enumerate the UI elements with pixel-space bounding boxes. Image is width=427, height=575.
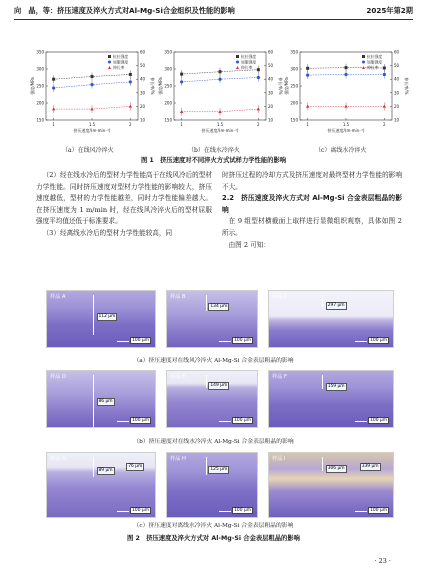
running-header <box>14 4 413 18</box>
y2-tick-label: 50 <box>268 63 274 69</box>
data-point <box>383 66 386 69</box>
legend-marker <box>236 61 239 64</box>
legend-entry: 屈服强度 <box>367 59 383 65</box>
legend-marker <box>362 55 365 58</box>
data-point <box>218 78 221 81</box>
figure1-panel-b-caption: （b）在线水冷淬火 <box>188 147 240 154</box>
y2-tick-label: 10 <box>394 117 400 123</box>
coarse-grain-depth-marker <box>322 375 323 389</box>
x-tick-label: 1 <box>180 122 183 127</box>
page-number: · 23 · <box>374 557 391 565</box>
y-tick-label: 300 <box>36 66 44 72</box>
y2-tick-label: 40 <box>268 76 274 82</box>
data-point <box>257 107 260 110</box>
x-tick-label: 1.5 <box>88 122 96 127</box>
x-tick-label: 1 <box>306 122 309 127</box>
figure1-panel-a-caption: （a）在线风冷淬火 <box>62 147 114 154</box>
data-point <box>52 78 55 81</box>
right-column <box>222 170 402 251</box>
y-tick-label: 200 <box>164 100 172 106</box>
y2-tick-label: 60 <box>140 49 146 55</box>
coarse-grain-thickness: 149 μm <box>210 383 228 389</box>
y-tick-label: 250 <box>164 83 172 89</box>
paragraph-2: （2）经在线水冷后的型材力学性能高于在线风冷后的型材力学性能。同时挤压速度对型材力学性能的影响较大，挤压速度越低，型材的力学性能越差，同时力学性能偏差越大。在挤压速度为 1 m/min 时，经在线风冷淬火后的型材屈服强度平均值还低于标准要求。 <box>36 171 212 226</box>
micrograph-label: 样品 D <box>50 374 67 380</box>
y-tick-label: 150 <box>290 117 298 123</box>
chart-c <box>284 46 412 138</box>
data-point <box>306 67 309 70</box>
scale-bar: 100 μm <box>370 508 387 513</box>
chart-a <box>30 46 158 138</box>
paragraph-sampling: 在 9 组型材横截面上取样进行显微组织观察，具体如图 2 所示。 <box>222 217 402 237</box>
x-tick-label: 1.5 <box>342 122 350 127</box>
coarse-grain-thickness: 112 μm <box>98 314 116 319</box>
y2-tick-label: 10 <box>140 117 146 123</box>
y2-axis-label: 伸长率/% <box>404 77 409 95</box>
header-issue: 2025年第2期 <box>366 6 413 15</box>
data-point <box>180 73 183 76</box>
scale-bar: 100 μm <box>132 418 149 423</box>
y-tick-label: 150 <box>164 117 172 123</box>
y2-tick-label: 30 <box>394 90 400 96</box>
paragraph-3: （3）经离线水冷后的型材力学性能较高，同 <box>42 228 173 237</box>
coarse-grain-depth-marker <box>206 375 207 388</box>
coarse-grain-thickness: 134 μm <box>210 304 228 310</box>
coarse-grain-thickness: 306 μm <box>327 465 345 471</box>
micrograph-6 <box>268 370 394 428</box>
micrograph-2 <box>166 290 258 348</box>
data-point <box>306 74 309 77</box>
legend-marker <box>362 66 365 69</box>
chart-b <box>158 46 286 138</box>
legend-entry: 伸长率 <box>241 65 253 70</box>
y-tick-label: 200 <box>290 100 298 106</box>
x-tick-label: 1 <box>52 122 55 127</box>
data-point <box>345 66 348 69</box>
data-point <box>180 80 183 83</box>
y2-tick-label: 60 <box>268 49 274 55</box>
data-point <box>344 105 347 108</box>
legend-entry: 伸长率 <box>113 65 125 70</box>
micrograph-8 <box>166 452 258 518</box>
scale-bar: 100 μm <box>234 418 251 423</box>
y2-tick-label: 20 <box>394 103 400 109</box>
figure1-panel-c-caption: （c）离线水冷淬火 <box>315 147 367 154</box>
y2-axis-label: 伸长率/% <box>278 77 283 95</box>
y-tick-label: 300 <box>164 66 172 72</box>
coarse-grain-thickness: 297 μm <box>327 302 345 308</box>
figure2-row-caption: （c）挤压速度对离线水冷淬火 Al-Mg-Si 合金表层粗晶的影响 <box>133 523 294 529</box>
legend-entry: 抗拉强度 <box>367 54 383 59</box>
coarse-grain-thickness: 86 μm <box>98 398 113 404</box>
scale-bar: 100 μm <box>370 418 387 423</box>
paragraph-fig2-intro: 由图 2 可知： <box>228 240 270 249</box>
micrograph-label: 样品 E <box>170 374 186 380</box>
y2-tick-label: 30 <box>268 90 274 96</box>
data-point <box>180 110 183 113</box>
legend-marker <box>108 55 111 58</box>
micrograph-label: 样品 B <box>170 294 186 300</box>
data-point <box>257 76 260 79</box>
micrograph-3 <box>268 290 394 348</box>
figure2-caption: 图 2 挤压速度及淬火方式对 Al-Mg-Si 合金表层粗晶的影响 <box>127 535 300 542</box>
y-tick-label: 200 <box>36 100 44 106</box>
coarse-grain-depth-marker <box>93 295 94 335</box>
data-point <box>383 105 386 108</box>
legend-entry: 抗拉强度 <box>241 54 257 59</box>
legend-marker <box>108 66 111 69</box>
data-point <box>219 70 222 73</box>
y-tick-label: 300 <box>290 66 298 72</box>
legend-marker <box>236 66 239 69</box>
legend-marker <box>108 61 111 64</box>
left-column <box>36 170 212 240</box>
y2-tick-label: 20 <box>268 103 274 109</box>
x-axis-label: 挤压速度/(m·min⁻¹) <box>327 128 365 133</box>
y-axis-label: 强度/MPa <box>284 77 289 95</box>
data-point <box>129 105 132 108</box>
data-point <box>91 75 94 78</box>
micrograph-label: 样品 H <box>170 456 186 462</box>
data-point <box>344 73 347 76</box>
scale-bar: 100 μm <box>234 508 251 513</box>
micrograph-label: 样品 G <box>50 456 67 462</box>
figure1-caption: 图 1 挤压速度对不同淬火方式试样力学性能的影响 <box>140 157 287 164</box>
data-point <box>52 86 55 89</box>
micrograph-label: 样品 I <box>272 456 286 462</box>
coarse-grain-depth-marker <box>206 295 207 311</box>
data-point <box>90 83 93 86</box>
coarse-grain-depth-marker <box>93 375 94 427</box>
data-point <box>90 107 93 110</box>
coarse-grain-thickness: 125 μm <box>210 467 228 473</box>
legend-marker <box>236 55 239 58</box>
coarse-grain-thickness: 159 μm <box>327 383 345 389</box>
coarse-grain-depth-marker <box>322 457 323 471</box>
data-point <box>52 107 55 110</box>
x-axis-label: 挤压速度/(m·min⁻¹) <box>73 128 111 133</box>
y2-tick-label: 40 <box>394 76 400 82</box>
micrograph-1 <box>46 290 156 348</box>
y2-tick-label: 40 <box>140 76 146 82</box>
micrograph-4 <box>46 370 156 428</box>
x-tick-label: 2 <box>383 122 386 127</box>
scale-bar: 100 μm <box>370 338 387 343</box>
y-tick-label: 250 <box>290 83 298 89</box>
y-tick-label: 350 <box>36 49 44 55</box>
legend-entry: 抗拉强度 <box>113 54 129 59</box>
legend-marker <box>362 61 365 64</box>
micrograph-5 <box>166 370 258 428</box>
figure2-row-caption: （b）挤压速度对在线水冷淬火 Al-Mg-Si 合金表层粗晶的影响 <box>133 439 294 445</box>
scale-bar: 100 μm <box>132 338 149 343</box>
y-tick-label: 250 <box>36 83 44 89</box>
x-tick-label: 1.5 <box>216 122 224 127</box>
y-axis-label: 强度/MPa <box>158 77 163 95</box>
micrograph-label: 样品 A <box>50 294 66 300</box>
micrograph-label: 样品 C <box>272 294 288 300</box>
data-point <box>129 80 132 83</box>
y2-tick-label: 10 <box>268 117 274 123</box>
scale-bar: 100 μm <box>132 508 149 513</box>
y-axis-label: 强度/MPa <box>30 77 35 95</box>
y2-tick-label: 50 <box>140 63 146 69</box>
legend-entry: 屈服强度 <box>113 59 129 65</box>
legend-entry: 伸长率 <box>367 65 379 70</box>
y-tick-label: 350 <box>164 49 172 55</box>
micrograph-9 <box>268 452 394 518</box>
data-point <box>218 110 221 113</box>
coarse-grain-depth-marker <box>93 457 94 477</box>
x-tick-label: 2 <box>129 122 132 127</box>
y2-axis-label: 伸长率/% <box>150 77 155 95</box>
x-axis-label: 挤压速度/(m·min⁻¹) <box>201 128 239 133</box>
y2-tick-label: 60 <box>394 49 400 55</box>
figure2-row-caption: （a）挤压速度对在线风冷淬火 Al-Mg-Si 合金表层粗晶的影响 <box>133 358 294 364</box>
data-point <box>306 105 309 108</box>
coarse-grain-depth-marker <box>322 295 323 307</box>
coarse-grain-thickness: 89 μm <box>98 468 113 473</box>
scale-bar: 100 μm <box>234 338 251 343</box>
coarse-grain-thickness-2: 339 μm <box>361 464 379 469</box>
legend-entry: 屈服强度 <box>241 59 257 65</box>
coarse-grain-depth-marker <box>206 457 207 475</box>
header-rule <box>14 19 413 20</box>
data-point <box>257 68 260 71</box>
coarse-grain-thickness-2: 76 μm <box>128 464 143 469</box>
micrograph-label: 样品 F <box>272 374 288 380</box>
y2-tick-label: 50 <box>394 63 400 69</box>
x-tick-label: 2 <box>257 122 260 127</box>
y2-tick-label: 30 <box>140 90 146 96</box>
micrograph-7 <box>46 452 156 518</box>
y-tick-label: 150 <box>36 117 44 123</box>
header-title: 向 晶，等：挤压速度及淬火方式对Al-Mg-Si合金组织及性能的影响 <box>14 6 235 15</box>
data-point <box>129 73 132 76</box>
y-tick-label: 350 <box>290 49 298 55</box>
data-point <box>383 73 386 76</box>
section-heading: 2.2 挤压速度及淬火方式对 Al-Mg-Si 合金表层粗晶的影响 <box>222 194 402 214</box>
paragraph-continued: 时挤压过程的冷却方式及挤压速度对最终型材力学性能的影响不大。 <box>222 171 402 191</box>
y2-tick-label: 20 <box>140 103 146 109</box>
